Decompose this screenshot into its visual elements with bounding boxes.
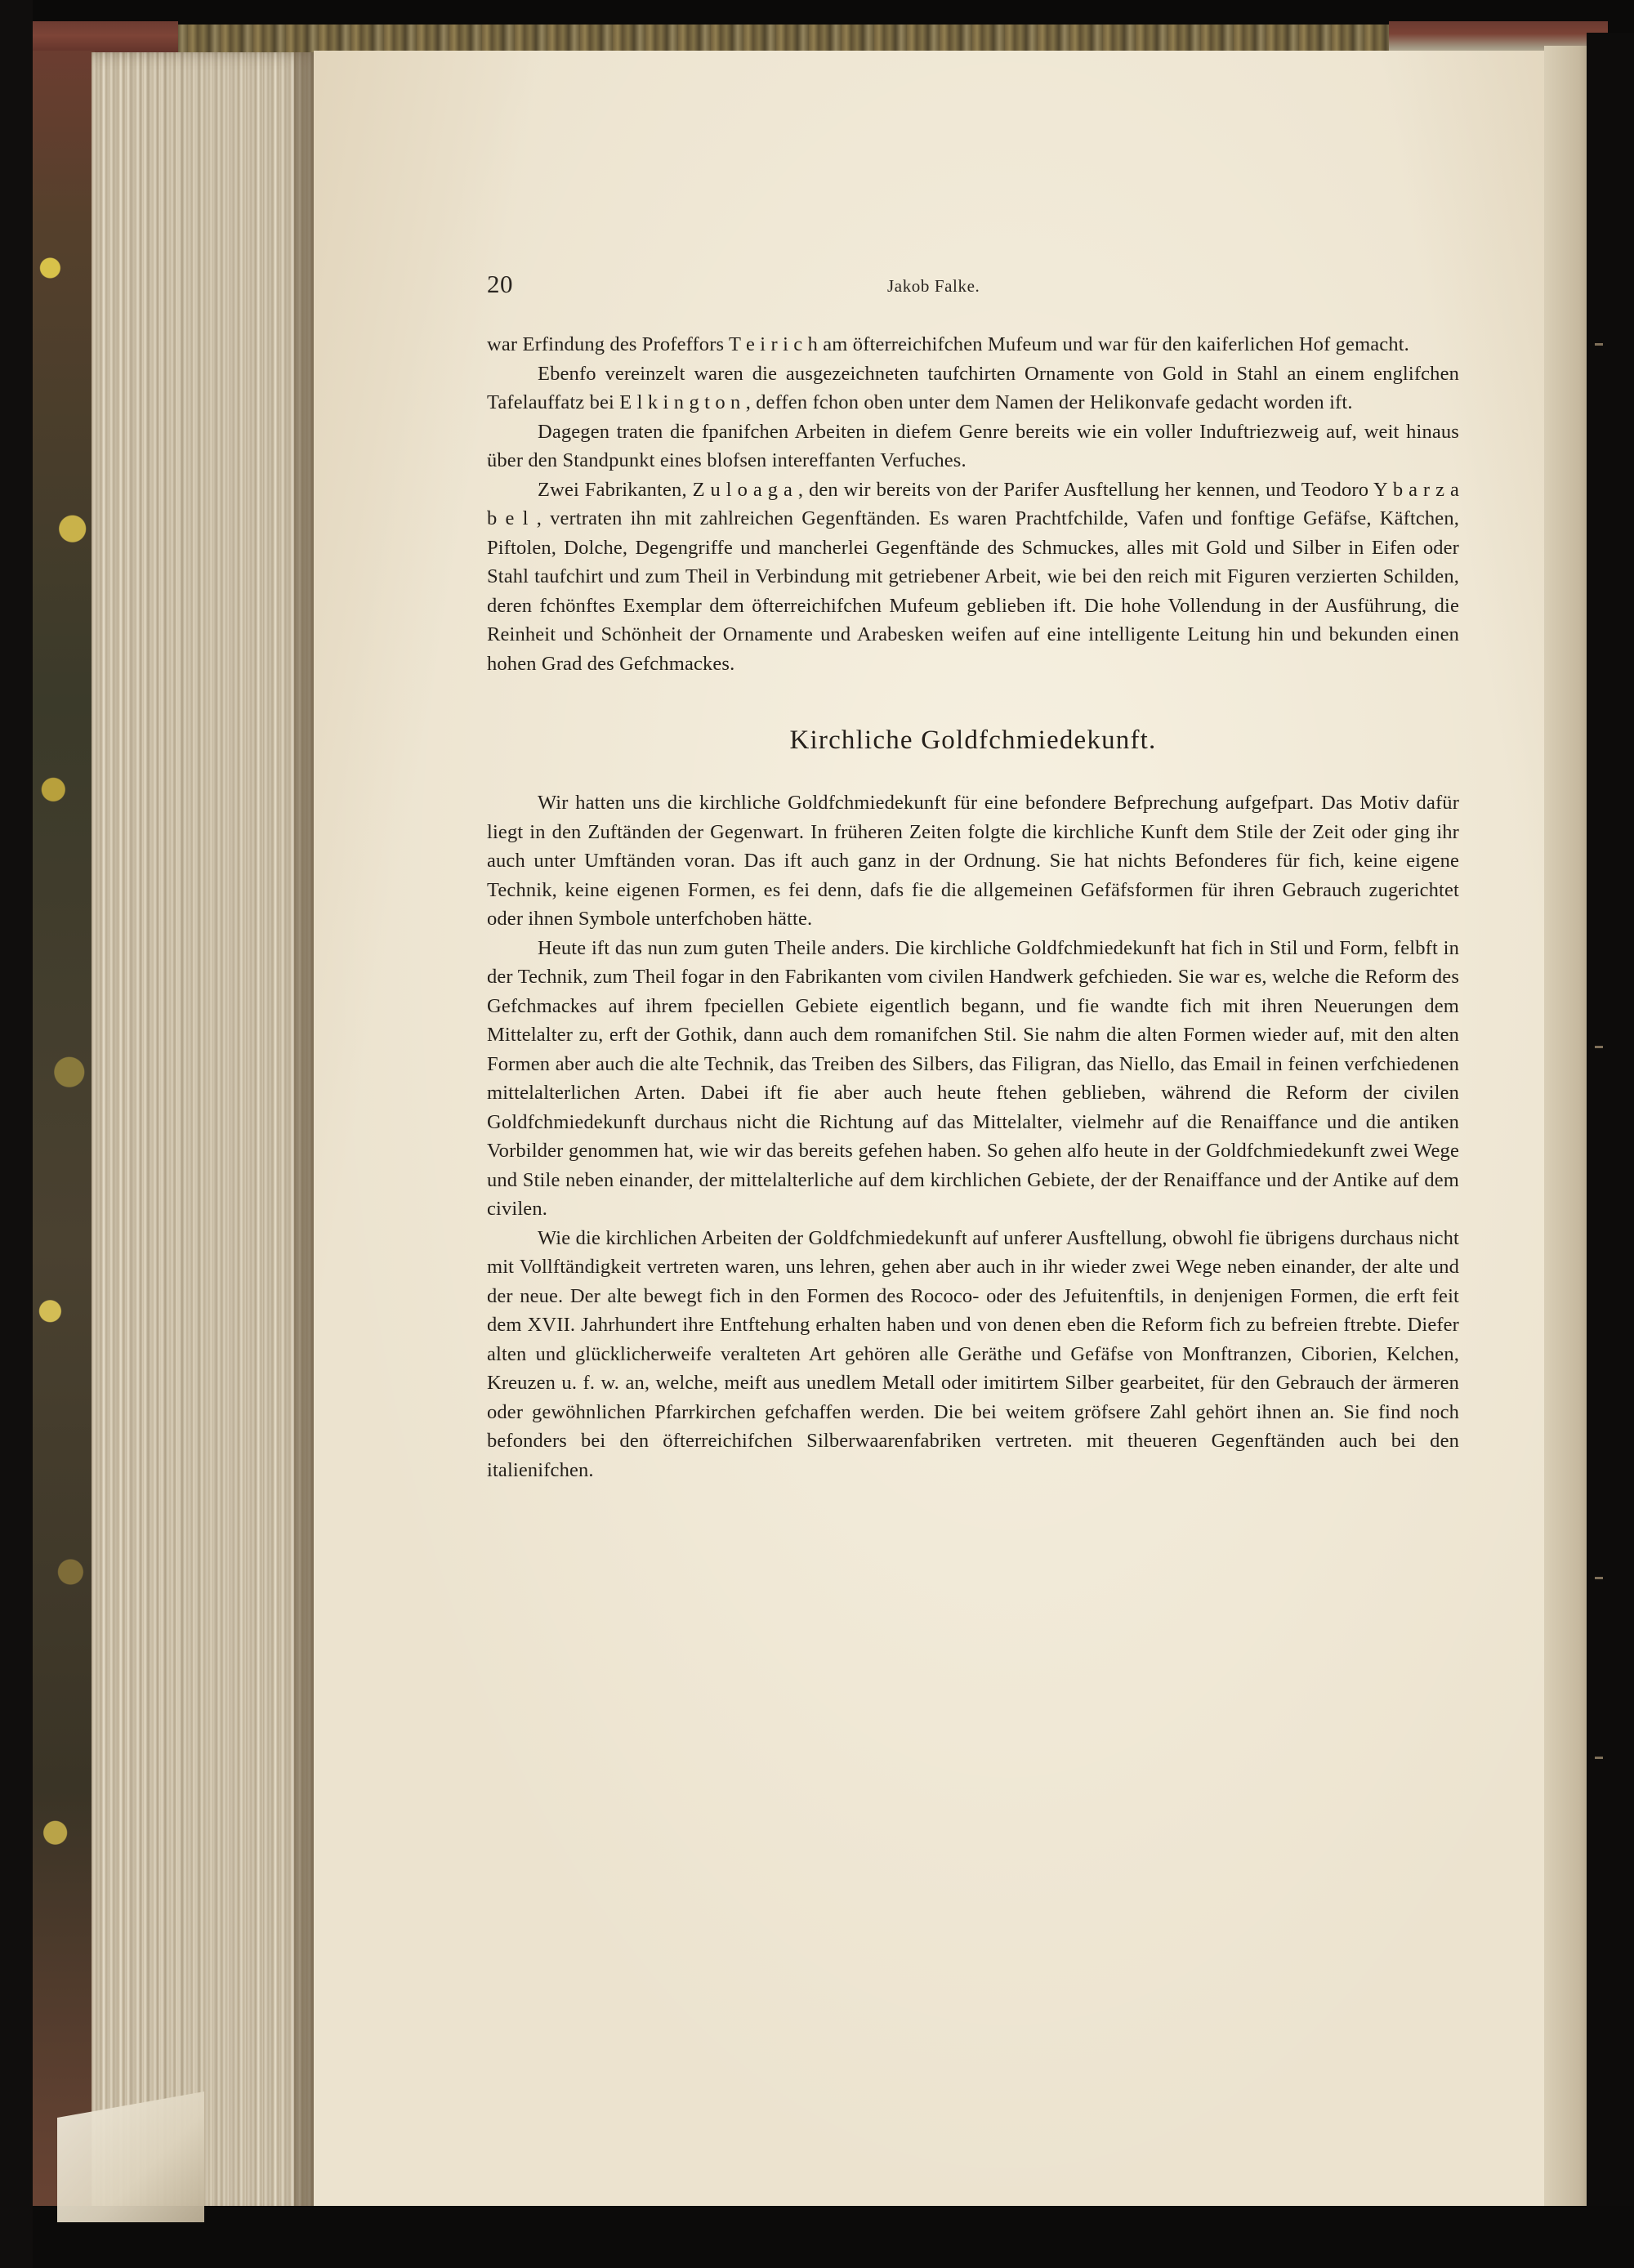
margin-tick-mark: [1595, 343, 1603, 346]
margin-tick-mark: [1595, 1577, 1603, 1579]
paragraph: Wir hatten uns die kirchliche Goldfchmiedekunft für eine befondere Befprechung aufgefpart. Das Motiv dafür liegt in den Zuftänden der Gegenwart. In früheren Zeiten folgte die kirchliche Kunft dem Stile der Zeit oder ging ihr auch unter Umftänden voran. Das ift auch ganz in der Ordnung. Sie hat nichts Befonderes für fich, keine eigene Technik, keine eigenen Formen, es fei denn, dafs fie die allgemeinen Gefäfsformen für ihren Gebrauch zugerichtet oder ihnen Symbole unterfchoben hätte.: [487, 792, 1459, 930]
right-dark-margin: [1587, 33, 1634, 2268]
paragraph: Wie die kirchlichen Arbeiten der Goldfchmiedekunft auf unferer Ausftellung, obwohl fie übrigens durchaus nicht mit Vollftändigkeit vertreten waren, uns lehren, gehen aber auch in ihr wieder zwei Wege neben einander, der alte und der neue. Der alte bewegt fich in den Formen des Rococo- oder des Jefuitenftils, in denjenigen Formen, die erft feit dem XVII. Jahrhundert ihre Entftehung erhalten haben und von denen eben die Reform fich zu befreien ftrebte. Diefer alten und glücklicherweife veralteten Art gehören alle Geräthe und Gefäfse von Monftranzen, Ciborien, Kelchen, Kreuzen u. f. w. an, welche, meift aus unedlem Metall oder imitirtem Silber gearbeitet, für den Gebrauch der ärmeren oder gewöhnlichen Pfarrkirchen gefchaffen werden. Die bei weitem gröfsere Zahl gehört ihnen an. Sie find noch befonders bei den öfterreichifchen Silberwaarenfabriken vertreten. mit theueren Gegenftänden auch bei den italienifchen.: [487, 1226, 1459, 1481]
running-head: [487, 270, 1459, 307]
running-head-title: Jakob Falke.: [887, 276, 980, 296]
left-dark-margin: [0, 0, 33, 2268]
margin-tick-mark: [1595, 1046, 1603, 1048]
section-heading: Kirchliche Goldfchmiedekunft.: [789, 725, 1157, 755]
paragraph: Zwei Fabrikanten, Z u l o a g a , den wir bereits von der Parifer Ausftellung her kennen, und Teodoro Y b a r z a b e l , vertraten ihn mit zahlreichen Gegenftänden. Es waren Prachtfchilde, Vafen und fonftige Gefäfse, Käftchen, Piftolen, Dolche, Degengriffe und mancherlei Gegenftände des Schmuckes, alles mit Gold und Silber in Eifen oder Stahl taufchirt und zum Theil in Verbindung mit getriebener Arbeit, wie bei den reich mit Figuren verzierten Schilden, deren fchönftes Exemplar dem öfterreichifchen Mufeum geblieben ift. Die hohe Vollendung in der Ausführung, die Reinheit und Schönheit der Ornamente und Arabesken weifen auf eine intelligente Leitung hin und bekunden einen hohen Grad des Gefchmackes.: [487, 478, 1459, 675]
margin-tick-mark: [1595, 1757, 1603, 1759]
paragraph: Heute ift das nun zum guten Theile anders. Die kirchliche Goldfchmiedekunft hat fich in Stil und Form, felbft in der Technik, zum Theil fogar in den Fabrikanten vom civilen Handwerk gefchieden. Sie war es, welche die Reform des Gefchmackes auf ihrem fpeciellen Gebiete eigentlich begann, und fie wandte fich mit ihren Neuerungen dem Mittelalter zu, erft der Gothik, dann auch dem romanifchen Stil. Sie nahm die alten Formen wieder auf, mit den alten Formen aber auch die alte Technik, das Treiben des Silbers, das Filigran, das Niello, das Email in feinen verfchiedenen mittelalterlichen Arten. Dabei ift fie aber auch heute ftehen geblieben, während die Reform der civilen Goldfchmiedekunft durchaus nicht die Richtung auf das Mittelalter, vielmehr auf die Renaiffance und die antiken Vorbilder genommen hat, wie wir das bereits gefehen haben. So gehen alfo heute in der Goldfchmiedekunft zwei Wege und Stile neben einander, der mittelalterliche auf dem kirchlichen Gebiete, der der Renaiffance und der Antike auf dem civilen.: [487, 936, 1459, 1220]
paragraph: Dagegen traten die fpanifchen Arbeiten in diefem Genre bereits wie ein voller Induftriezweig auf, weit hinaus über den Standpunkt eines blofsen intereffanten Verfuches.: [487, 420, 1459, 471]
marbled-cover-edge: [31, 51, 95, 2224]
paragraph: Ebenfo vereinzelt waren die ausgezeichneten taufchirten Ornamente von Gold in Stahl an einem englifchen Tafelauffatz bei E l k i n g t o n , deffen fchon oben unter dem Namen der Helikonvafe gedacht worden ift.: [487, 362, 1459, 413]
page-edge-shading: [92, 52, 314, 2217]
bottom-dark-margin: [0, 2206, 1634, 2268]
text-block: [487, 270, 1459, 1484]
paragraph: war Erfindung des Profeffors T e i r i c h am öfterreichifchen Mufeum und war für den kaiferlichen Hof gemacht.: [487, 333, 1409, 355]
page-number: 20: [487, 270, 513, 298]
